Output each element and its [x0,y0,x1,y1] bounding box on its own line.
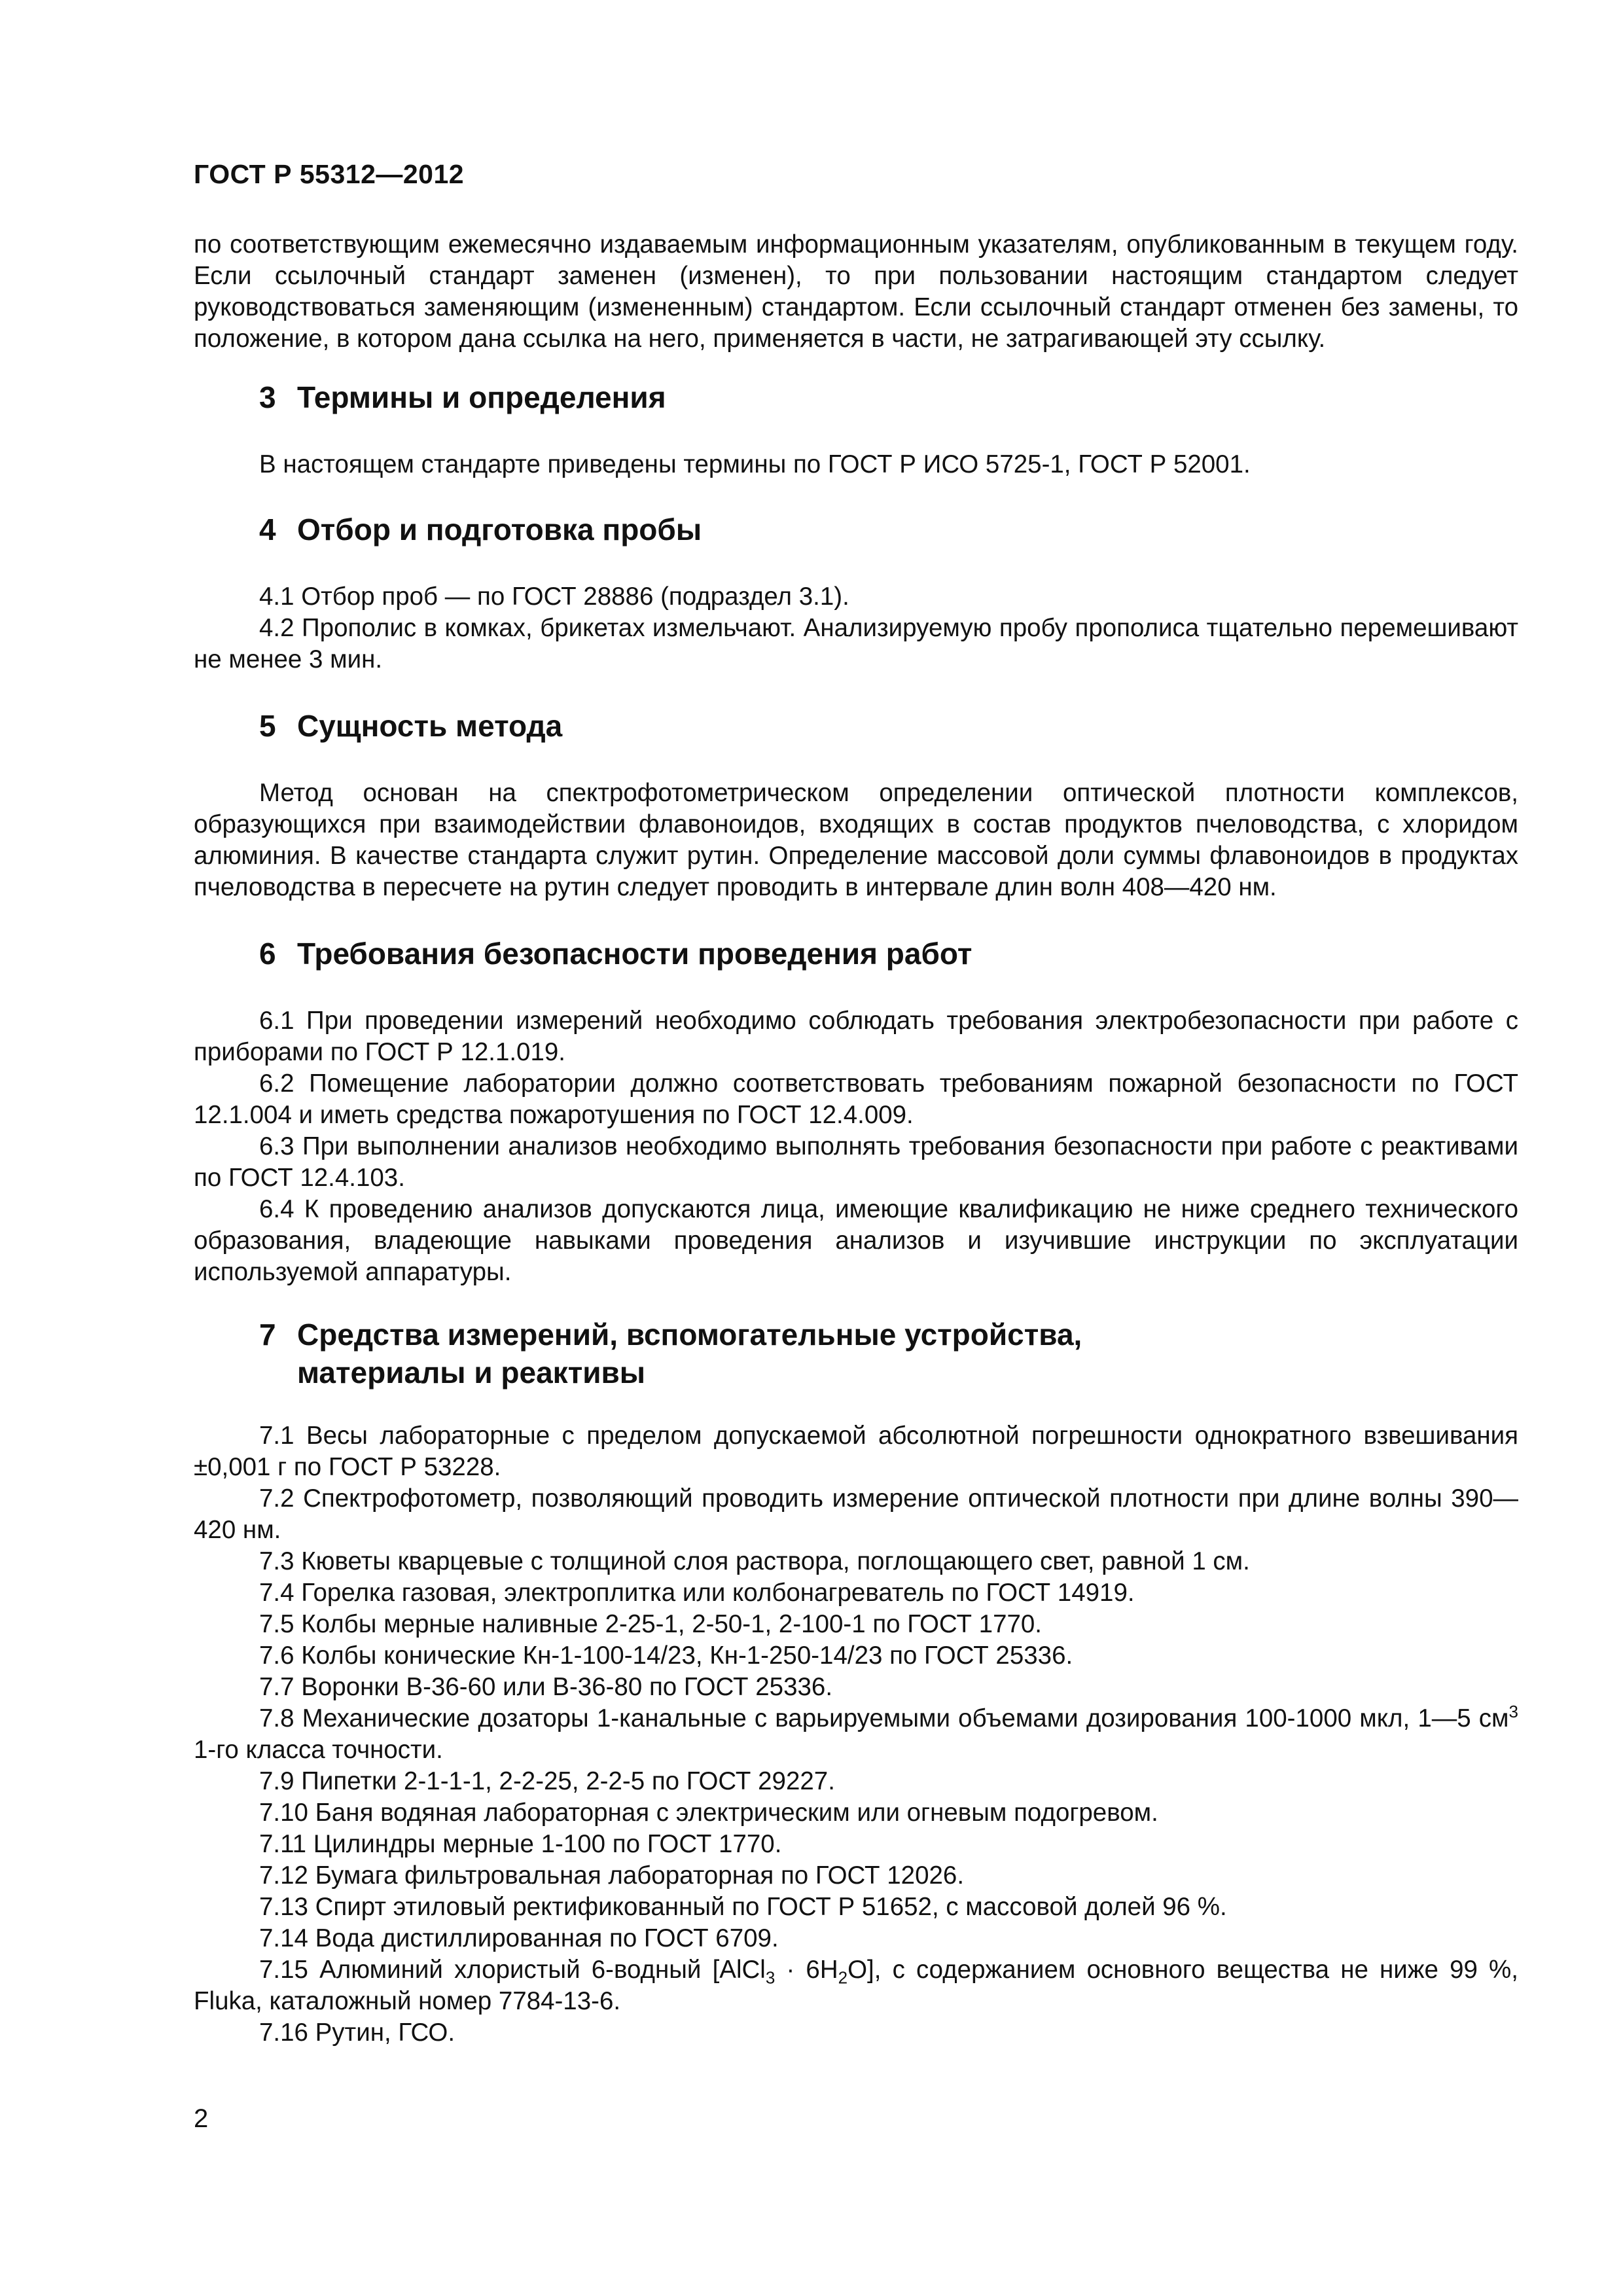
list-item: 7.2 Спектрофотометр, позволяющий проводить измерение оптической плотности при длине волны 390—420 нм. [194,1484,1518,1544]
list-item: 7.12 Бумага фильтровальная лабораторная по ГОСТ 12026. [259,1861,965,1890]
list-item: 7.16 Рутин, ГСО. [259,2018,455,2047]
list-item [194,1703,1518,1766]
section-7-title-line2: материалы и реактивы [297,1355,646,1390]
list-item: 7.9 Пипетки 2-1-1-1, 2-2-25, 2-2-5 по ГОСТ 29227. [259,1767,835,1795]
paragraph: Метод основан на спектрофотометрическом определении оптической плотности комплексов, образующихся при взаимодействии флавоноидов, входящих в состав продуктов пчеловодства, с хлоридом алюминия. В качестве стандарта служит рутин. Определение массовой доли суммы флавоноидов в продуктах пчеловодства в пересчете на рутин следует проводить в интервале длин волн 408—420 нм. [194,779,1518,901]
section-4-heading [259,511,702,548]
item-7-15-text: 7.15 Алюминий хлористый 6-водный [AlCl [259,1956,766,1984]
section-3-title: Термины и определения [297,380,666,414]
section-4-number: 4 [259,512,276,547]
section-4-title: Отбор и подготовка пробы [297,512,702,547]
paragraph: 6.1 При проведении измерений необходимо соблюдать требования электробезопасности при работе с приборами по ГОСТ Р 12.1.019. [194,1007,1518,1066]
item-7-8-text-end: 1-го класса точности. [194,1736,443,1764]
list-item: 7.10 Баня водяная лабораторная с электрическим или огневым подогревом. [259,1799,1158,1827]
section-3-number: 3 [259,380,276,414]
section-6-number: 6 [259,937,276,971]
section-6-title: Требования безопасности проведения работ [297,937,972,971]
page-number: 2 [194,2104,209,2133]
item-7-8-superscript: 3 [1508,1702,1518,1722]
intro-paragraph: по соответствующим ежемесячно издаваемым информационным указателям, опубликованным в текущем году. Если ссылочный стандарт заменен (изменен), то при пользовании настоящим стандартом следует руководствоваться заменяющим (измененным) стандартом. Если ссылочный стандарт отменен без замены, то положение, в котором дана ссылка на него, применяется в части, не затрагивающей эту ссылку. [194,230,1518,353]
list-item: 7.14 Вода дистиллированная по ГОСТ 6709. [259,1924,779,1952]
section-6-body [194,1005,1518,1288]
section-7-title-line1: Средства измерений, вспомогательные устройства, [297,1318,1082,1352]
list-item: 7.11 Цилиндры мерные 1-100 по ГОСТ 1770. [259,1830,782,1858]
paragraph: 4.1 Отбор проб — по ГОСТ 28886 (подраздел 3.1). [259,583,849,611]
section-7-heading [259,1316,1082,1391]
paragraph: 6.4 К проведению анализов допускаются лица, имеющие квалификацию не ниже среднего технического образования, владеющие навыками проведения анализов и изучившие инструкции по эксплуатации используемой аппаратуры. [194,1195,1518,1286]
list-item: 7.5 Колбы мерные наливные 2-25-1, 2-50-1, 2-100-1 по ГОСТ 1770. [259,1610,1043,1638]
item-7-15-text-end: O], с содержанием основного вещества не ниже 99 %, Fluka, каталожный номер 7784-13-6. [194,1956,1518,2015]
intro-block [194,229,1518,355]
list-item: 7.13 Спирт этиловый ректификованный по ГОСТ Р 51652, с массовой долей 96 %. [259,1893,1227,1921]
list-item: 7.1 Весы лабораторные с пределом допускаемой абсолютной погрешности однократного взвешивания ±0,001 г по ГОСТ Р 53228. [194,1422,1518,1481]
item-7-8-text: 7.8 Механические дозаторы 1-канальные с варьируемыми объемами дозирования 100-1000 мкл, 1—5 см [259,1704,1509,1732]
standard-code-header: ГОСТ Р 55312—2012 [194,159,465,189]
section-7-body [194,1420,1518,2049]
paragraph: 6.2 Помещение лаборатории должно соответствовать требованиям пожарной безопасности по ГОСТ 12.1.004 и иметь средства пожаротушения по ГОСТ 12.4.009. [194,1069,1518,1129]
list-item: 7.3 Кюветы кварцевые с толщиной слоя раствора, поглощающего свет, равной 1 см. [259,1547,1250,1575]
list-item: 7.4 Горелка газовая, электроплитка или колбонагреватель по ГОСТ 14919. [259,1579,1135,1607]
section-5-number: 5 [259,709,276,743]
section-3-heading [259,378,666,416]
section-5-title: Сущность метода [297,709,563,743]
paragraph: В настоящем стандарте приведены термины по ГОСТ Р ИСО 5725-1, ГОСТ Р 52001. [259,450,1251,478]
section-5-heading [259,707,562,745]
section-4-body [194,581,1518,675]
item-7-15-subscript-2: 2 [838,1967,848,1988]
item-7-15-text-mid: · 6H [775,1956,838,1984]
paragraph: 6.3 При выполнении анализов необходимо выполнять требования безопасности при работе с реактивами по ГОСТ 12.4.103. [194,1132,1518,1192]
list-item: 7.6 Колбы конические Кн-1-100-14/23, Кн-1-250-14/23 по ГОСТ 25336. [259,1641,1073,1670]
section-3-body [194,449,1518,480]
section-6-heading [259,935,972,973]
list-item [194,1954,1518,2017]
section-5-body [194,778,1518,903]
section-7-number: 7 [259,1318,276,1352]
paragraph: 4.2 Прополис в комках, брикетах измельчают. Анализируемую пробу прополиса тщательно перемешивают не менее 3 мин. [194,614,1518,673]
list-item: 7.7 Воронки В-36-60 или В-36-80 по ГОСТ 25336. [259,1673,833,1701]
document-page [194,0,1518,2296]
item-7-15-subscript-1: 3 [765,1967,776,1988]
